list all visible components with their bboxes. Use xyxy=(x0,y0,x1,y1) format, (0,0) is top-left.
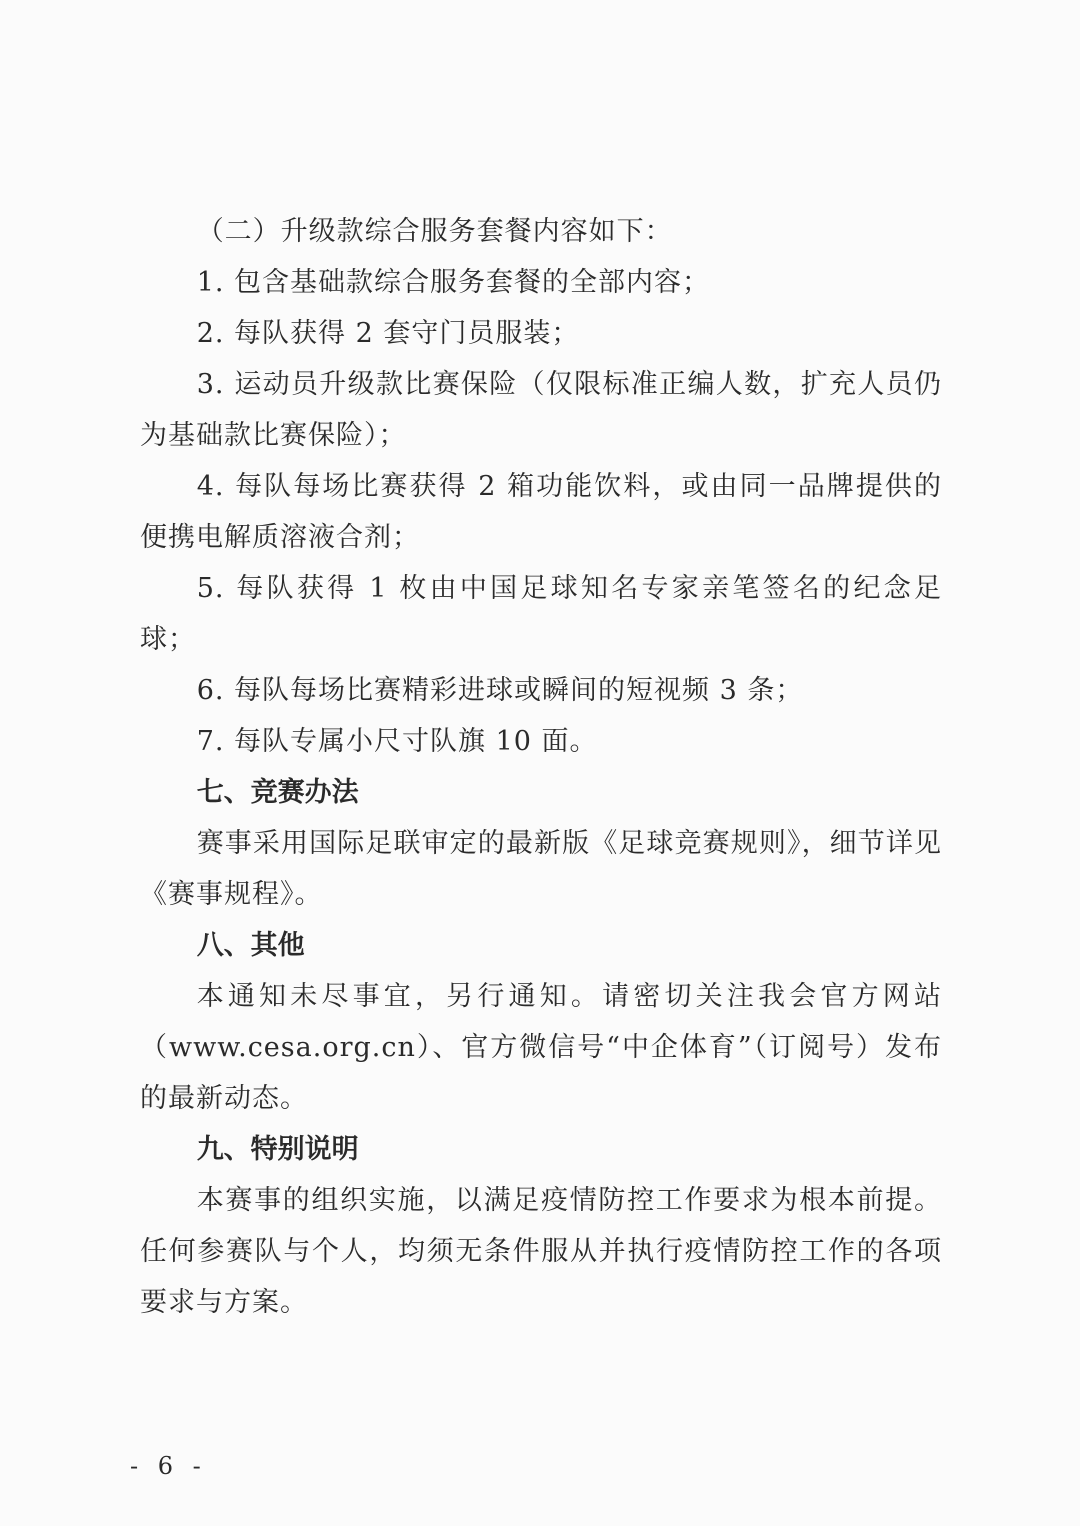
page-number: - 6 - xyxy=(130,1452,207,1480)
list-item: 5. 每队获得 1 枚由中国足球知名专家亲笔签名的纪念足球； xyxy=(140,573,942,655)
list-item: 2. 每队获得 2 套守门员服装； xyxy=(196,318,580,349)
paragraph: 本通知未尽事宜，另行通知。请密切关注我会官方网站（www.cesa.org.cn）、官方微信号“中企体育”（订阅号）发布的最新动态。 xyxy=(140,981,942,1114)
list-item: 4. 每队每场比赛获得 2 箱功能饮料，或由同一品牌提供的便携电解质溶液合剂； xyxy=(140,471,942,553)
document-body xyxy=(140,206,942,1328)
section-subtitle: （二）升级款综合服务套餐内容如下： xyxy=(196,216,673,247)
section-heading: 九、特别说明 xyxy=(196,1134,359,1165)
list-item: 6. 每队每场比赛精彩进球或瞬间的短视频 3 条； xyxy=(196,675,804,706)
section-heading: 八、其他 xyxy=(196,930,305,961)
paragraph: 本赛事的组织实施，以满足疫情防控工作要求为根本前提。任何参赛队与个人，均须无条件服从并执行疫情防控工作的各项要求与方案。 xyxy=(140,1185,942,1318)
list-item: 7. 每队专属小尺寸队旗 10 面。 xyxy=(196,726,598,757)
section-heading: 七、竞赛办法 xyxy=(196,777,359,808)
list-item: 1. 包含基础款综合服务套餐的全部内容； xyxy=(196,267,711,298)
list-item: 3. 运动员升级款比赛保险（仅限标准正编人数，扩充人员仍为基础款比赛保险）； xyxy=(140,369,942,451)
paragraph: 赛事采用国际足联审定的最新版《足球竞赛规则》，细节详见《赛事规程》。 xyxy=(140,828,942,910)
